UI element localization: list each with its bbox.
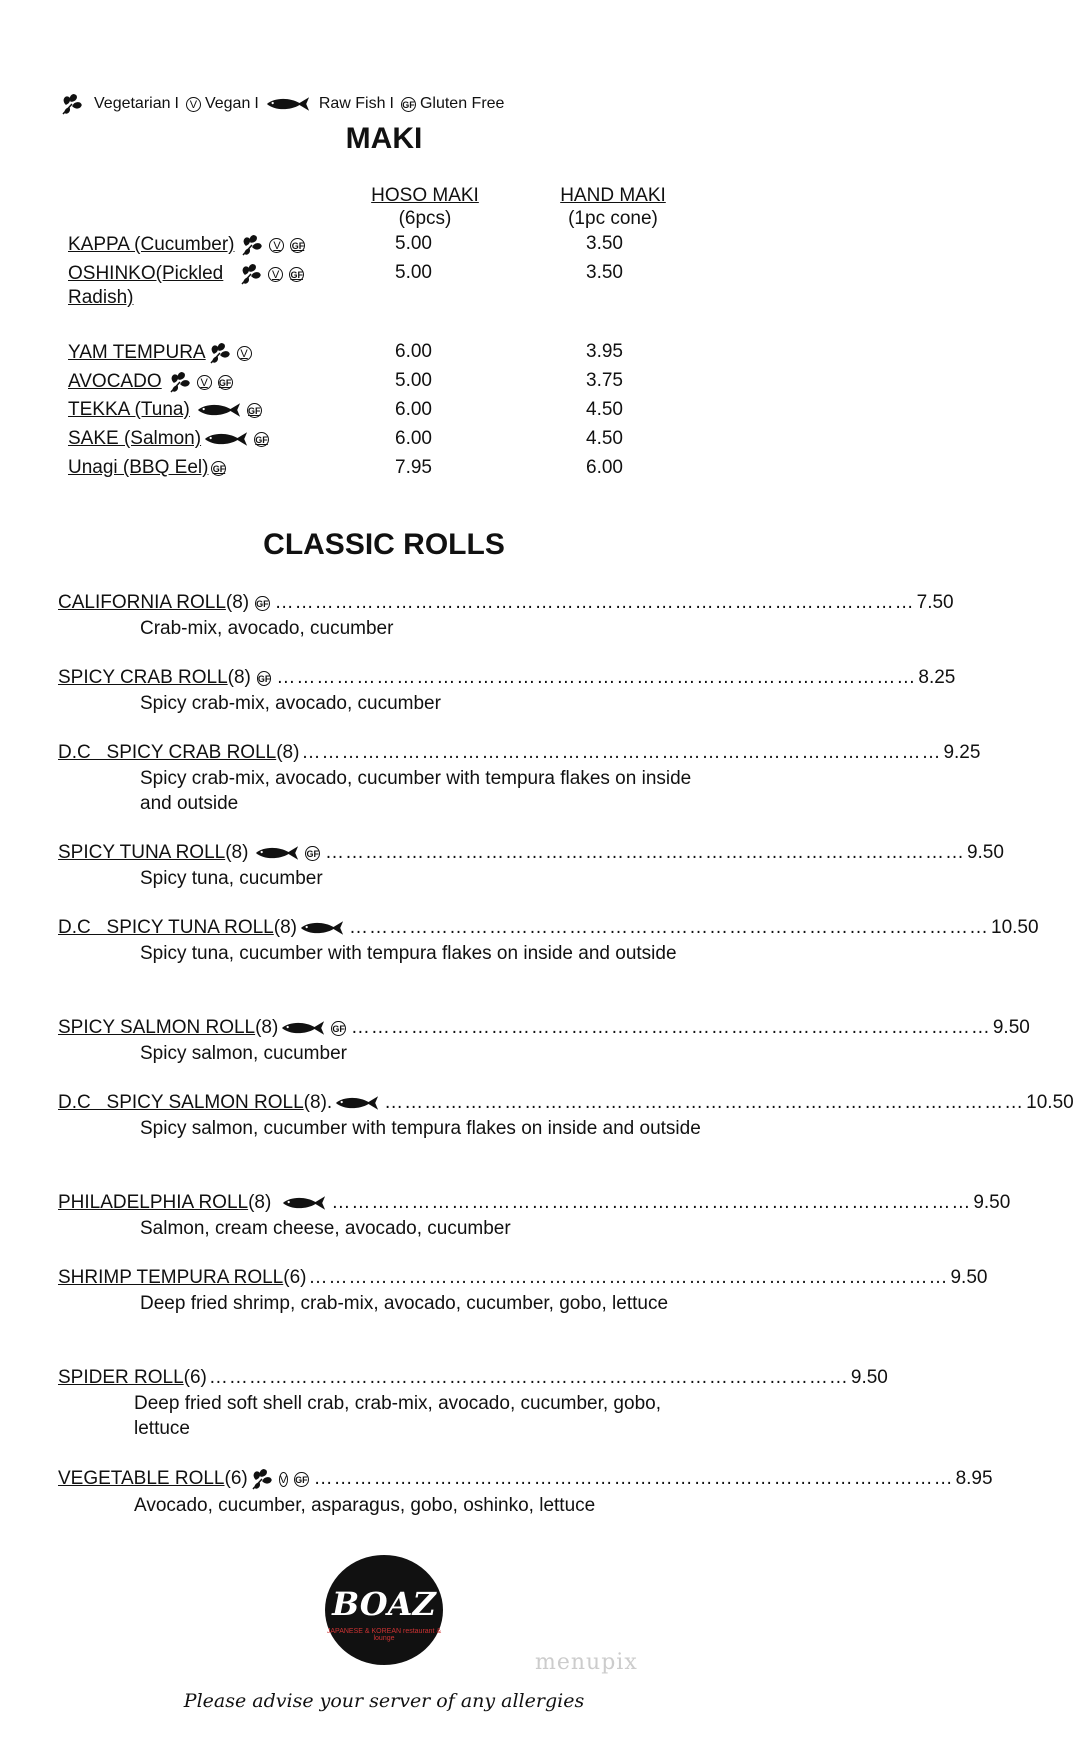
roll-name: D.C SPICY CRAB ROLL: [58, 742, 277, 763]
vegan-icon: V: [268, 267, 283, 282]
roll-item-spicy-tuna: [58, 842, 1004, 891]
vegan-icon: V: [279, 1473, 288, 1486]
hand-maki-sub: (1pc cone): [568, 208, 658, 229]
vegan-icon: V: [237, 346, 252, 361]
roll-description: Crab-mix, avocado, cucumber: [140, 618, 394, 639]
roll-count: (8): [276, 742, 300, 763]
maki-hoso-price: 6.00: [395, 428, 432, 449]
roll-name: VEGETABLE ROLL: [58, 1468, 225, 1489]
gluten-free-icon: GF: [294, 1472, 309, 1487]
logo-name: BOAZ: [332, 1585, 436, 1623]
vegan-icon: V: [269, 238, 284, 253]
roll-item-dc-spicy-crab: [58, 742, 981, 816]
roll-price: 8.25: [918, 667, 956, 688]
gluten-free-icon: GF: [218, 375, 233, 390]
vegetarian-icon: [60, 92, 84, 116]
roll-price: 9.50: [966, 842, 1004, 863]
logo-subtitle: JAPANESE & KOREAN restaurant & lounge: [326, 1628, 442, 1642]
leader-dots: ……………………………………………………………………………………: [274, 592, 915, 613]
maki-hoso-price: 6.00: [395, 399, 432, 420]
roll-name: SPICY SALMON ROLL: [58, 1017, 256, 1038]
roll-description: Spicy tuna, cucumber with tempura flakes on inside and outside: [140, 943, 677, 964]
maki-title: MAKI: [345, 122, 423, 155]
roll-name: SPICY CRAB ROLL: [58, 667, 228, 688]
roll-price: 10.50: [991, 917, 1039, 938]
vegetarian-icon: [208, 341, 232, 365]
roll-count: (8): [225, 842, 249, 863]
roll-name: D.C SPICY SALMON ROLL: [58, 1092, 304, 1113]
legend-raw-fish: Raw Fish: [318, 95, 386, 112]
roll-description: Spicy tuna, cucumber: [140, 868, 323, 889]
leader-dots: ……………………………………………………………………………………: [331, 1192, 972, 1213]
gluten-free-icon: GF: [290, 238, 305, 253]
maki-hoso-price: 5.00: [395, 370, 432, 391]
maki-hand-price: 3.50: [586, 262, 623, 283]
roll-price: 9.50: [850, 1367, 888, 1388]
maki-item-oshinko-line2: [68, 287, 133, 309]
hoso-maki-header: [360, 184, 490, 230]
roll-price: 9.25: [943, 742, 981, 763]
raw-fish-icon: [203, 431, 249, 447]
legend-separator: I: [389, 95, 394, 112]
maki-item-name: SAKE (Salmon): [68, 428, 202, 449]
roll-price: 9.50: [950, 1267, 988, 1288]
maki-item-name: TEKKA (Tuna): [68, 399, 190, 420]
maki-hand-price: 3.50: [586, 233, 623, 254]
gluten-free-icon: GF: [289, 267, 304, 282]
roll-description: Spicy crab-mix, avocado, cucumber with tempura flakes on inside and outside: [140, 768, 692, 814]
gluten-free-icon: GF: [401, 97, 416, 112]
roll-name: PHILADELPHIA ROLL: [58, 1192, 249, 1213]
roll-item-spider: [58, 1367, 888, 1441]
roll-item-shrimp-tempura: [58, 1267, 988, 1316]
legend-vegan: Vegan: [204, 95, 251, 112]
maki-item-tekka: [68, 399, 265, 421]
leader-dots: ……………………………………………………………………………………: [349, 917, 989, 938]
roll-name: SPICY TUNA ROLL: [58, 842, 226, 863]
vegan-icon: V: [197, 375, 212, 390]
hand-maki-title: HAND MAKI: [560, 185, 666, 206]
gluten-free-icon: GF: [211, 461, 226, 476]
leader-dots: ……………………………………………………………………………………: [350, 1017, 991, 1038]
roll-price: 9.50: [992, 1017, 1030, 1038]
leader-dots: ……………………………………………………………………………………: [208, 1367, 849, 1388]
maki-hoso-price: 5.00: [395, 233, 432, 254]
maki-hand-price: 4.50: [586, 399, 623, 420]
watermark: menupix: [535, 1650, 638, 1675]
raw-fish-icon: [299, 920, 345, 936]
gluten-free-icon: GF: [254, 432, 269, 447]
roll-count: (8): [248, 1192, 272, 1213]
allergy-notice: Please advise your server of any allergies: [183, 1690, 585, 1712]
roll-description: Deep fried soft shell crab, crab-mix, avocado, cucumber, gobo, lettuce: [134, 1393, 661, 1439]
hoso-maki-title: HOSO MAKI: [371, 185, 479, 206]
roll-count: (8): [273, 917, 297, 938]
vegan-icon: V: [186, 97, 201, 112]
roll-count: (6): [283, 1267, 307, 1288]
roll-item-spicy-salmon: [58, 1017, 1030, 1066]
leader-dots: ……………………………………………………………………………………: [308, 1267, 949, 1288]
roll-count: (6): [183, 1367, 207, 1388]
maki-item-name: KAPPA (Cucumber): [68, 234, 235, 255]
raw-fish-icon: [281, 1195, 327, 1211]
vegetarian-icon: [250, 1467, 274, 1491]
roll-item-california: [58, 592, 954, 641]
legend-separator: I: [174, 95, 179, 112]
roll-name: D.C SPICY TUNA ROLL: [58, 917, 274, 938]
maki-hand-price: 3.95: [586, 341, 623, 362]
gluten-free-icon: GF: [257, 671, 272, 686]
roll-description: Spicy salmon, cucumber: [140, 1043, 347, 1064]
gluten-free-icon: GF: [305, 846, 320, 861]
leader-dots: ……………………………………………………………………………………: [301, 742, 942, 763]
leader-dots: ……………………………………………………………………………………: [276, 667, 917, 688]
legend-separator: I: [254, 95, 259, 112]
roll-description: Spicy crab-mix, avocado, cucumber: [140, 693, 441, 714]
maki-item-name: YAM TEMPURA: [68, 342, 206, 363]
roll-item-dc-spicy-tuna: [58, 917, 1039, 966]
maki-item-name: OSHINKO(Pickled: [68, 263, 224, 284]
maki-item-unagi: [68, 457, 229, 479]
roll-description: Spicy salmon, cucumber with tempura flakes on inside and outside: [140, 1118, 701, 1139]
maki-item-avocado: [68, 370, 236, 394]
gluten-free-icon: GF: [331, 1021, 346, 1036]
legend-gluten-free: Gluten Free: [419, 95, 505, 112]
raw-fish-icon: [265, 96, 311, 112]
roll-price: 8.95: [955, 1468, 993, 1489]
roll-description: Salmon, cream cheese, avocado, cucumber: [140, 1218, 511, 1239]
hoso-maki-sub: (6pcs): [398, 208, 452, 229]
roll-price: 10.50: [1026, 1092, 1074, 1113]
maki-hand-price: 4.50: [586, 428, 623, 449]
maki-item-kappa: [68, 233, 308, 257]
leader-dots: ……………………………………………………………………………………: [384, 1092, 1025, 1113]
roll-count: (8): [225, 592, 250, 613]
vegetarian-icon: [168, 370, 192, 394]
roll-name: SPIDER ROLL: [58, 1367, 184, 1388]
maki-hoso-price: 6.00: [395, 341, 432, 362]
roll-item-vegetable: [58, 1467, 993, 1518]
roll-description: Avocado, cucumber, asparagus, gobo, oshinko, lettuce: [134, 1495, 596, 1516]
roll-description: Deep fried shrimp, crab-mix, avocado, cucumber, gobo, lettuce: [140, 1293, 669, 1314]
maki-item-sake: [68, 428, 272, 450]
roll-count: (8).: [303, 1092, 333, 1113]
maki-hand-price: 3.75: [586, 370, 623, 391]
raw-fish-icon: [334, 1095, 380, 1111]
raw-fish-icon: [280, 1020, 326, 1036]
roll-count: (8): [227, 667, 251, 688]
maki-hand-price: 6.00: [586, 457, 623, 478]
maki-item-name: Radish): [68, 287, 134, 308]
maki-item-name: Unagi (BBQ Eel): [68, 457, 209, 478]
roll-count: (8): [255, 1017, 279, 1038]
raw-fish-icon: [196, 402, 242, 418]
raw-fish-icon: [254, 845, 300, 861]
roll-item-spicy-crab: [58, 667, 956, 716]
roll-price: 7.50: [916, 592, 954, 613]
roll-price: 9.50: [973, 1192, 1011, 1213]
gluten-free-icon: GF: [247, 403, 262, 418]
roll-name: CALIFORNIA ROLL: [58, 592, 226, 613]
maki-hoso-price: 7.95: [395, 457, 432, 478]
roll-count: (6): [224, 1468, 248, 1489]
maki-hoso-price: 5.00: [395, 262, 432, 283]
leader-dots: ……………………………………………………………………………………: [313, 1468, 954, 1489]
gluten-free-icon: GF: [255, 596, 270, 611]
legend-vegetarian: Vegetarian: [94, 95, 171, 112]
maki-item-oshinko: [68, 262, 307, 286]
classic-rolls-title: CLASSIC ROLLS: [263, 528, 505, 561]
leader-dots: ……………………………………………………………………………………: [324, 842, 965, 863]
maki-item-name: AVOCADO: [68, 371, 162, 392]
hand-maki-header: [548, 184, 678, 230]
vegetarian-icon: [240, 233, 264, 257]
roll-name: SHRIMP TEMPURA ROLL: [58, 1267, 284, 1288]
roll-item-philadelphia: [58, 1192, 1011, 1241]
maki-item-yam-tempura: [68, 341, 255, 365]
legend: [58, 92, 508, 116]
roll-item-dc-spicy-salmon: [58, 1092, 1074, 1141]
vegetarian-icon: [239, 262, 263, 286]
